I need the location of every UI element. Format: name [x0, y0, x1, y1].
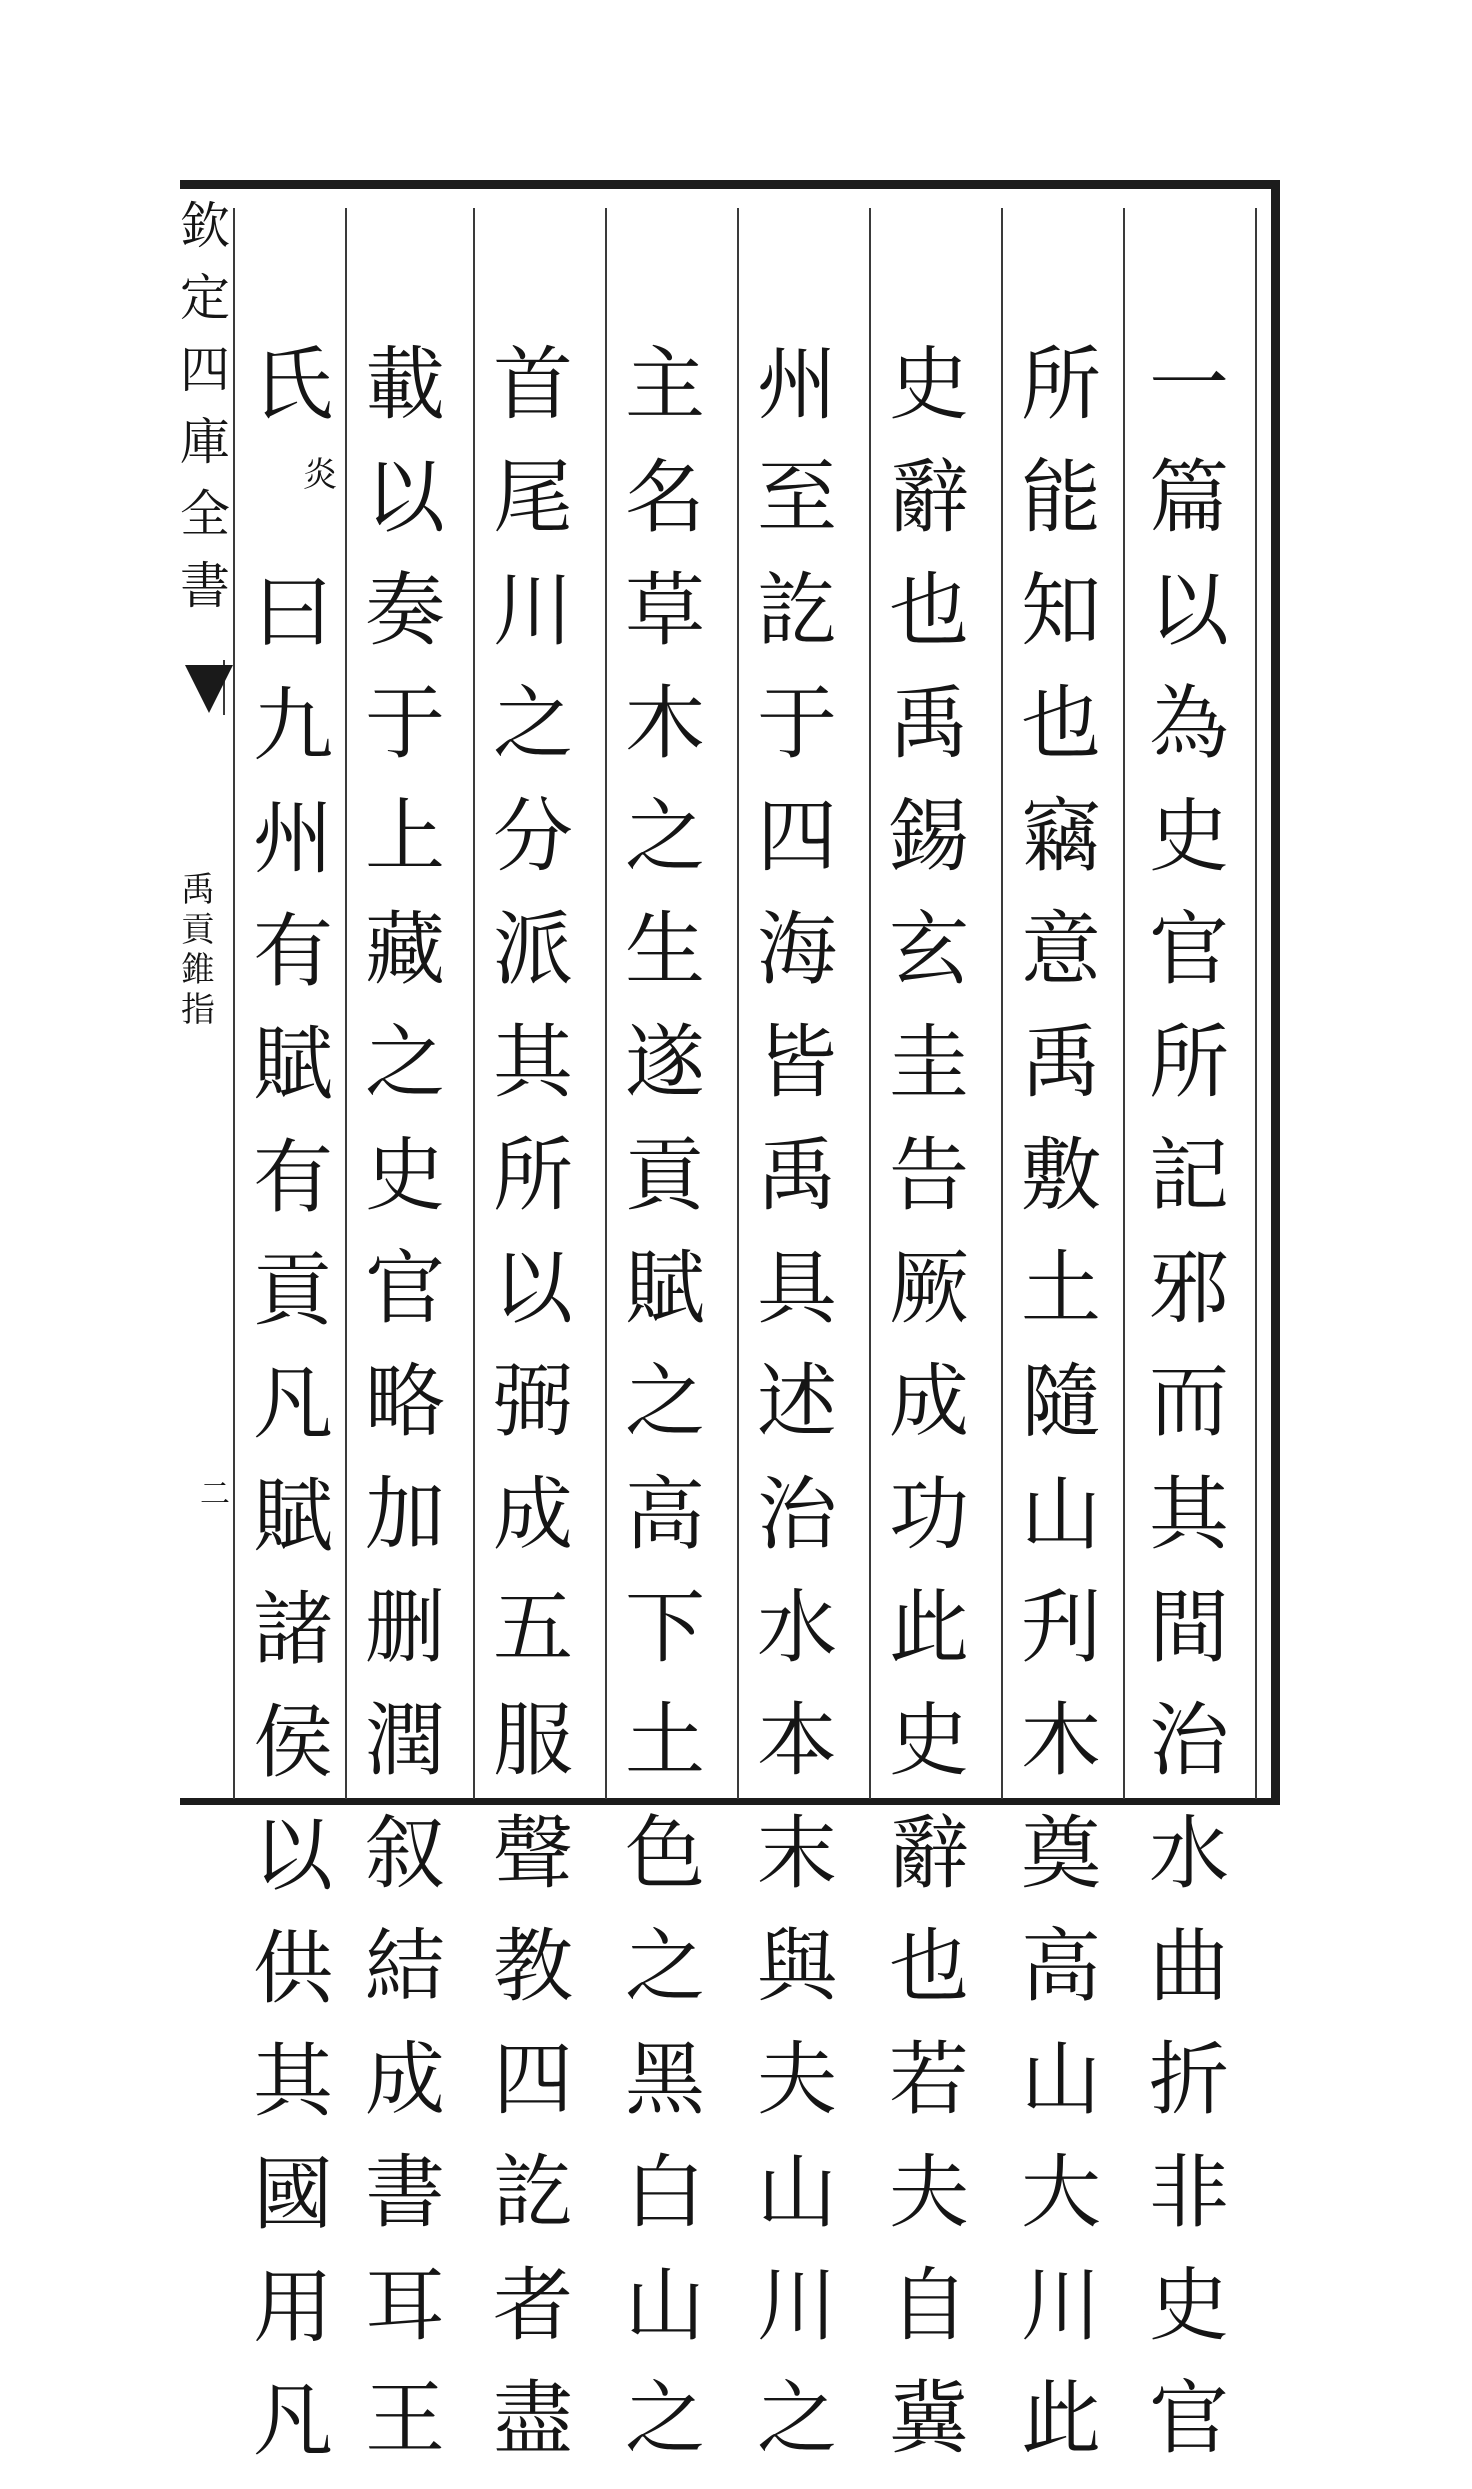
text-column-5	[615, 340, 715, 2487]
glyph: 禹	[181, 870, 215, 910]
column-rule	[1255, 208, 1257, 1799]
glyph: 服	[493, 1694, 573, 1787]
glyph: 貢	[181, 910, 215, 950]
glyph: 土	[625, 1694, 705, 1787]
glyph: 篇	[1149, 451, 1229, 544]
glyph: 之	[625, 1920, 705, 2013]
glyph: 錐	[181, 950, 215, 990]
glyph: 于	[365, 677, 445, 770]
glyph: 賦	[253, 1018, 333, 1111]
column-rule	[1123, 208, 1125, 1799]
glyph: 之	[625, 1355, 705, 1448]
fish-tail-mark	[185, 665, 233, 713]
glyph: 木	[1021, 1694, 1101, 1787]
glyph: 派	[493, 903, 573, 996]
glyph: 色	[625, 1807, 705, 1900]
glyph: 主	[625, 338, 705, 431]
glyph: 也	[889, 564, 969, 657]
glyph: 四	[180, 341, 230, 399]
glyph: 夫	[889, 2146, 969, 2239]
text-column-8-head	[243, 340, 343, 453]
glyph: 其	[1149, 1468, 1229, 1561]
glyph: 之	[625, 2372, 705, 2465]
glyph: 至	[757, 451, 837, 544]
glyph: 所	[1021, 338, 1101, 431]
glyph: 欽	[180, 197, 230, 255]
glyph: 生	[625, 903, 705, 996]
glyph: 辭	[889, 451, 969, 544]
glyph: 冀	[889, 2372, 969, 2465]
glyph: 也	[1021, 677, 1101, 770]
column-rule	[233, 208, 235, 1799]
glyph: 木	[625, 677, 705, 770]
glyph: 史	[889, 338, 969, 431]
glyph: 史	[889, 1694, 969, 1787]
glyph: 九	[253, 679, 333, 772]
glyph: 結	[365, 1920, 445, 2013]
glyph: 庫	[180, 413, 230, 471]
glyph: 夫	[757, 2033, 837, 2126]
glyph: 用	[253, 2261, 333, 2354]
glyph: 此	[889, 1581, 969, 1674]
section-title	[178, 870, 218, 1030]
glyph: 盡	[493, 2372, 573, 2465]
glyph: 之	[757, 2372, 837, 2465]
glyph: 其	[493, 1016, 573, 1109]
glyph: 以	[493, 1242, 573, 1335]
glyph: 賦	[253, 1470, 333, 1563]
glyph: 一	[1149, 338, 1229, 431]
glyph: 凡	[253, 1357, 333, 1450]
glyph: 敷	[1021, 1129, 1101, 1222]
glyph: 史	[365, 1129, 445, 1222]
glyph: 具	[757, 1242, 837, 1335]
glyph: 所	[1149, 1016, 1229, 1109]
glyph: 史	[1149, 2259, 1229, 2352]
glyph: 土	[1021, 1242, 1101, 1335]
glyph: 山	[757, 2146, 837, 2239]
glyph: 間	[1149, 1581, 1229, 1674]
glyph: 治	[757, 1468, 837, 1561]
glyph: 國	[253, 2148, 333, 2241]
glyph: 白	[625, 2146, 705, 2239]
glyph: 此	[1021, 2372, 1101, 2465]
glyph: 水	[1149, 1807, 1229, 1900]
glyph: 叙	[365, 1807, 445, 1900]
glyph: 川	[1021, 2259, 1101, 2352]
glyph: 加	[365, 1468, 445, 1561]
glyph: 貢	[625, 1129, 705, 1222]
glyph: 述	[757, 1355, 837, 1448]
glyph: 于	[757, 677, 837, 770]
glyph: 炎	[303, 455, 337, 495]
glyph: 水	[757, 1581, 837, 1674]
glyph: 玄	[889, 903, 969, 996]
glyph: 載	[365, 338, 445, 431]
glyph: 删	[365, 1581, 445, 1674]
glyph: 賦	[625, 1242, 705, 1335]
glyph: 下	[625, 1581, 705, 1674]
glyph: 山	[1021, 2033, 1101, 2126]
glyph: 潤	[365, 1694, 445, 1787]
glyph: 官	[1149, 903, 1229, 996]
glyph: 貢	[253, 1244, 333, 1337]
column-rule	[345, 208, 347, 1799]
text-column-4	[747, 340, 847, 2487]
glyph: 辭	[889, 1807, 969, 1900]
glyph: 皆	[757, 1016, 837, 1109]
glyph: 教	[493, 1920, 573, 2013]
book-title	[180, 190, 228, 622]
glyph: 者	[493, 2259, 573, 2352]
glyph: 記	[1149, 1129, 1229, 1222]
glyph: 侯	[253, 1696, 333, 1789]
text-column-6	[483, 340, 583, 2487]
glyph: 所	[493, 1129, 573, 1222]
glyph: 錫	[889, 790, 969, 883]
column-rule	[737, 208, 739, 1799]
glyph: 也	[889, 1920, 969, 2013]
glyph: 訖	[493, 2146, 573, 2239]
glyph: 遂	[625, 1016, 705, 1109]
glyph: 分	[493, 790, 573, 883]
glyph: 諸	[253, 1583, 333, 1676]
glyph: 禹	[757, 1129, 837, 1222]
glyph: 本	[757, 1694, 837, 1787]
glyph: 而	[1149, 1355, 1229, 1448]
glyph: 全	[180, 485, 230, 543]
glyph: 草	[625, 564, 705, 657]
glyph: 折	[1149, 2033, 1229, 2126]
glyph: 與	[757, 1920, 837, 2013]
glyph: 能	[1021, 451, 1101, 544]
glyph: 川	[493, 564, 573, 657]
glyph: 氏	[253, 338, 333, 431]
glyph: 治	[1149, 1694, 1229, 1787]
glyph: 隨	[1021, 1355, 1101, 1448]
glyph: 略	[365, 1355, 445, 1448]
glyph: 山	[1021, 1468, 1101, 1561]
column-rule	[605, 208, 607, 1799]
glyph: 上	[365, 790, 445, 883]
glyph: 高	[1021, 1920, 1101, 2013]
glyph: 山	[625, 2259, 705, 2352]
page-number: 二	[200, 1477, 230, 1512]
glyph: 之	[625, 790, 705, 883]
glyph: 首	[493, 338, 573, 431]
glyph: 其	[253, 2035, 333, 2128]
glyph: 訖	[757, 564, 837, 657]
glyph: 以	[1149, 564, 1229, 657]
glyph: 以	[365, 451, 445, 544]
column-rule	[473, 208, 475, 1799]
glyph: 官	[365, 1242, 445, 1335]
glyph: 若	[889, 2033, 969, 2126]
glyph: 告	[889, 1129, 969, 1222]
glyph: 藏	[365, 903, 445, 996]
glyph: 奠	[1021, 1807, 1101, 1900]
text-column-3	[879, 340, 979, 2487]
text-column-2	[1011, 340, 1111, 2487]
glyph: 之	[365, 1016, 445, 1109]
glyph: 成	[889, 1355, 969, 1448]
glyph: 功	[889, 1468, 969, 1561]
glyph: 有	[253, 905, 333, 998]
interlinear-note	[300, 455, 340, 495]
text-column-7	[355, 340, 455, 2487]
glyph: 王	[365, 2372, 445, 2465]
glyph: 曰	[253, 566, 333, 659]
glyph: 耳	[365, 2259, 445, 2352]
glyph: 定	[180, 269, 230, 327]
glyph: 為	[1149, 677, 1229, 770]
column-rule	[869, 208, 871, 1799]
glyph: 知	[1021, 564, 1101, 657]
glyph: 禹	[1021, 1016, 1101, 1109]
glyph: 史	[1149, 790, 1229, 883]
glyph: 自	[889, 2259, 969, 2352]
glyph: 聲	[493, 1807, 573, 1900]
text-column-1	[1139, 340, 1239, 2487]
glyph: 竊	[1021, 790, 1101, 883]
glyph: 圭	[889, 1016, 969, 1109]
glyph: 名	[625, 451, 705, 544]
glyph: 四	[493, 2033, 573, 2126]
glyph: 黑	[625, 2033, 705, 2126]
glyph: 大	[1021, 2146, 1101, 2239]
glyph: 曲	[1149, 1920, 1229, 2013]
glyph: 凡	[253, 2374, 333, 2467]
glyph: 意	[1021, 903, 1101, 996]
glyph: 以	[253, 1809, 333, 1902]
glyph: 末	[757, 1807, 837, 1900]
glyph: 川	[757, 2259, 837, 2352]
text-column-8-body	[243, 568, 343, 2489]
glyph: 官	[1149, 2372, 1229, 2465]
glyph: 禹	[889, 677, 969, 770]
glyph: 邪	[1149, 1242, 1229, 1335]
glyph: 成	[493, 1468, 573, 1561]
glyph: 海	[757, 903, 837, 996]
column-rule	[1001, 208, 1003, 1799]
glyph: 尾	[493, 451, 573, 544]
glyph: 之	[493, 677, 573, 770]
glyph: 高	[625, 1468, 705, 1561]
glyph: 供	[253, 1922, 333, 2015]
glyph: 四	[757, 790, 837, 883]
glyph: 書	[365, 2146, 445, 2239]
glyph: 州	[253, 792, 333, 885]
glyph: 刋	[1021, 1581, 1101, 1674]
glyph: 弼	[493, 1355, 573, 1448]
glyph: 有	[253, 1131, 333, 1224]
glyph: 奏	[365, 564, 445, 657]
glyph: 厥	[889, 1242, 969, 1335]
glyph: 州	[757, 338, 837, 431]
glyph: 非	[1149, 2146, 1229, 2239]
glyph: 書	[180, 557, 230, 615]
glyph: 指	[181, 990, 215, 1030]
glyph: 成	[365, 2033, 445, 2126]
glyph: 五	[493, 1581, 573, 1674]
